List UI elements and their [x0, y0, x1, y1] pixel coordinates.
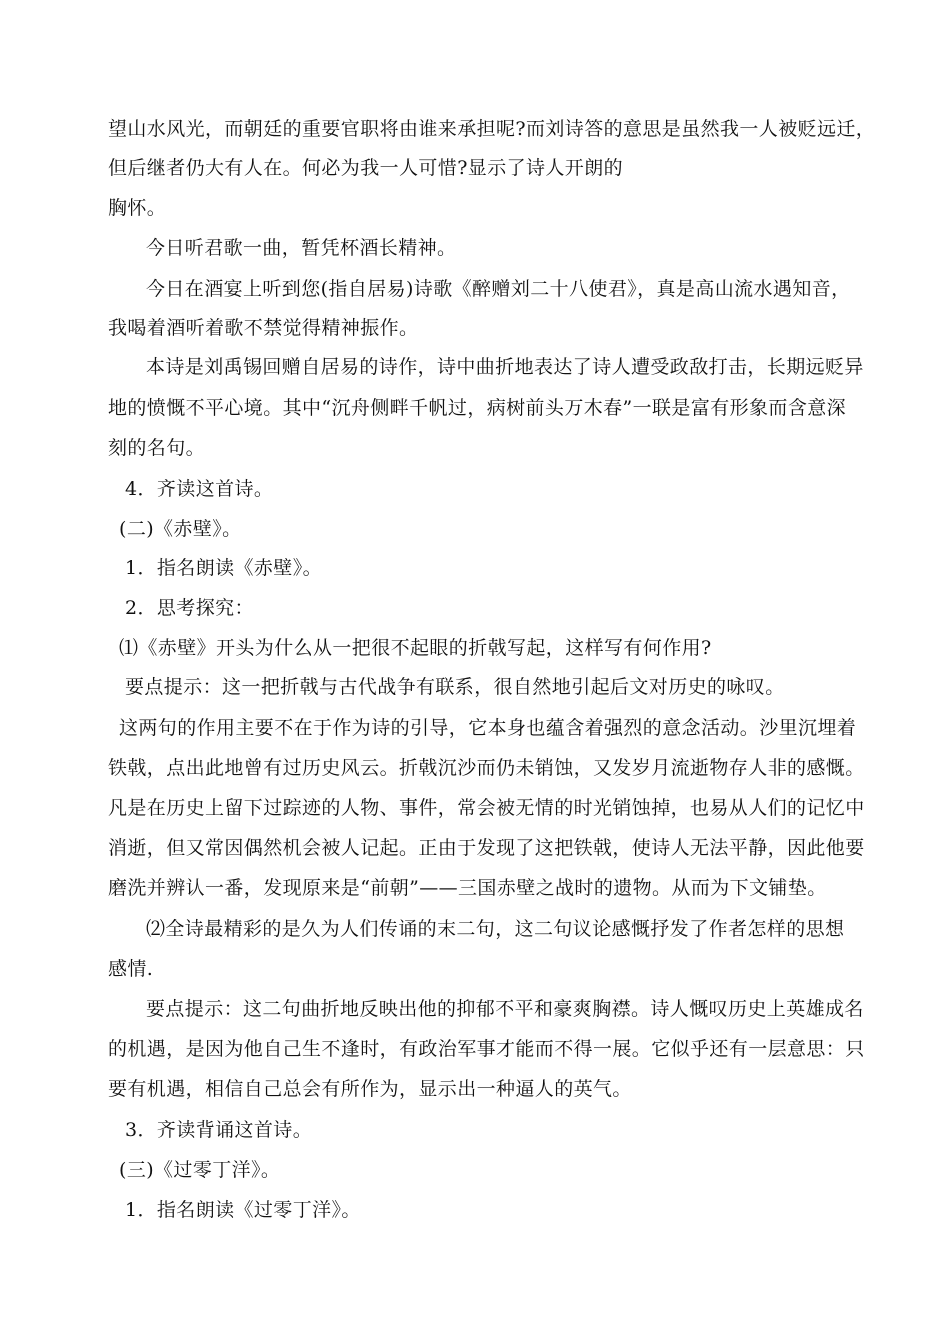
text-line: 1．指名朗读《过零丁洋》。: [125, 1199, 361, 1221]
text-line: 今日听君歌一曲，暂凭杯酒长精神。: [146, 237, 457, 259]
text-line: 磨洗并辨认一番，发现原来是“前朝”——三国赤壁之战时的遗物。从而为下文铺垫。: [108, 877, 827, 899]
text-line: 3．齐读背诵这首诗。: [125, 1119, 313, 1141]
text-line: 4．齐读这首诗。: [125, 478, 274, 500]
text-line: 刻的名句。: [108, 437, 206, 459]
text-line: 但后继者仍大有人在。何必为我一人可惜?显示了诗人开朗的: [108, 157, 623, 179]
text-line: 的机遇，是因为他自己生不逢时，有政治军事才能而不得一展。它似乎还有一层意思：只: [108, 1038, 865, 1060]
text-line: 这两句的作用主要不在于作为诗的引导，它本身也蕴含着强烈的意念活动。沙里沉埋着: [119, 717, 857, 739]
text-line: ⑵全诗最精彩的是久为人们传诵的末二句，这二句议论感慨抒发了作者怎样的思想: [146, 918, 845, 940]
text-line: 胸怀。: [108, 197, 167, 219]
text-line: 要有机遇，相信自己总会有所作为，显示出一种逼人的英气。: [108, 1078, 632, 1100]
text-line: 本诗是刘禹锡回赠自居易的诗作，诗中曲折地表达了诗人遭受政敌打击，长期远贬异: [146, 356, 864, 378]
text-line: 2．思考探究：: [125, 597, 254, 619]
text-line: 消逝，但又常因偶然机会被人记起。正由于发现了这把铁戟，使诗人无法平静，因此他要: [108, 837, 865, 859]
text-line: ⑴《赤壁》开头为什么从一把很不起眼的折戟写起，这样写有何作用?: [119, 637, 712, 659]
text-line: 1．指名朗读《赤壁》。: [125, 557, 322, 579]
text-line: 我喝着酒听着歌不禁觉得精神振作。: [108, 317, 419, 339]
text-line: 今日在酒宴上听到您(指自居易)诗歌《醉赠刘二十八使君》，真是高山流水遇知音，: [146, 278, 851, 300]
text-line: 望山水风光，而朝廷的重要官职将由谁来承担呢?而刘诗答的意思是虽然我一人被贬远迁，: [108, 118, 876, 140]
text-line: 凡是在历史上留下过踪迹的人物、事件，常会被无情的时光销蚀掉，也易从人们的记忆中: [108, 797, 865, 819]
text-line: 要点提示：这一把折戟与古代战争有联系，很自然地引起后文对历史的咏叹。: [125, 676, 785, 698]
text-line: (二)《赤壁》。: [119, 518, 242, 540]
text-line: 感情.: [108, 958, 154, 980]
text-line: 地的愤慨不平心境。其中“沉舟侧畔千帆过，病树前头万木春”一联是富有形象而含意深: [108, 397, 847, 419]
text-line: 要点提示：这二句曲折地反映出他的抑郁不平和豪爽胸襟。诗人慨叹历史上英雄成名: [146, 998, 864, 1020]
text-line: (三)《过零丁洋》。: [119, 1159, 281, 1181]
text-line: 铁戟，点出此地曾有过历史风云。折戟沉沙而仍未销蚀，又发岁月流逝物存人非的感慨。: [108, 757, 865, 779]
